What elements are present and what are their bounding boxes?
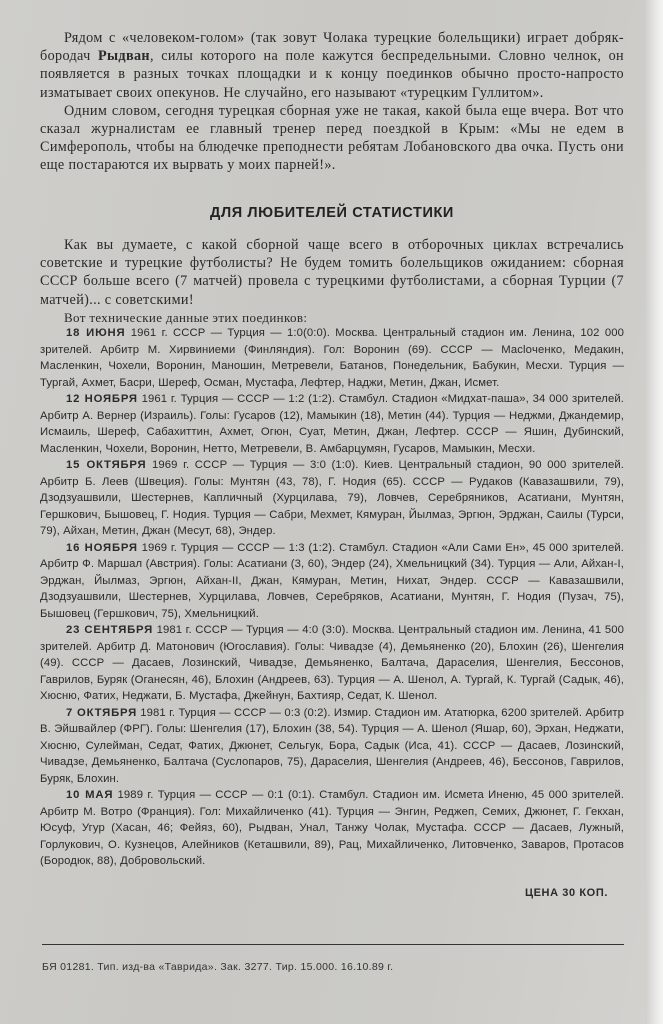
stats-intro: Как вы думаете, с какой сборной чаще всего в отборочных циклах встречались советские и турецкие футболисты? Не будем томить болельщиков ожиданием: сборная СССР больше всего (7 матчей) провела с турецкими футболистами, а сборная Турции (7 матчей)... с советскими! (40, 237, 624, 308)
match-date: 16 НОЯБРЯ (66, 541, 138, 554)
paper-edge (645, 0, 663, 1024)
match-date: 15 ОКТЯБРЯ (66, 459, 147, 471)
bold-name: Рыдван (97, 48, 150, 65)
match-date: 18 ИЮНЯ (66, 327, 126, 339)
price-label: ЦЕНА 30 КОП. (524, 887, 608, 899)
match-entry: 16 НОЯБРЯ 1969 г. Турция — СССР — 1:3 (1:2). Стамбул. Стадион «Али Сами Ен», 45 000 зрителей. Арбитр Ф. Маршал (Австрия). Голы: Асатиани (3, 60), Эндер (24), Хмельницкий (34). Турция — Али, Айхан-I, Эрджан, Йылмаз, Эргюн, Айхан-II, Джан, Кямуран, Метин, Нихат, Эндер. СССР — Кавазашвили, Дзодзуашвили, Шестернев, Хурцилава, Ловчев, Серебряков, Асатиани, Мунтян, Г. Нодия (Пузач, 75), Бышовец (Гершкович, 75), Хмельницкий. (40, 541, 624, 620)
tech-intro: Вот технические данные этих поединков: (64, 310, 308, 325)
match-date: 12 НОЯБРЯ (66, 393, 138, 405)
imprint-line: БЯ 01281. Тип. изд-ва «Таврида». Зак. 3277. Тир. 15.000. 16.10.89 г. (42, 961, 394, 973)
match-entry: 10 МАЯ 1989 г. Турция — СССР — 0:1 (0:1). Стамбул. Стадион им. Исмета Иненю, 45 000 зрителей. Арбитр М. Вотро (Франция). Гол: Михайличенко (41). Турция — Энгин, Реджеп, Семих, Джюнет, Г. Гекхан, Юсуф, Угур (Хасан, 46; Фейяз, 60), Рыдван, Унал, Танжу Чолак, Мустафа. СССР — Дасаев, Лужный, Горлукович, О. Кузнецов, Алейников (Кеташвили, 89), Рац, Михайличенко, Литовченко, Заваров, Протасов (Бородюк, 88), Добровольский. (40, 789, 624, 867)
match-entry: 15 ОКТЯБРЯ 1969 г. СССР — Турция — 3:0 (1:0). Киев. Центральный стадион, 90 000 зрителей. Арбитр Б. Леев (Швеция). Голы: Мунтян (43, 78), Г. Нодия (65). СССР — Рудаков (Кавазашвили, 79), Дзодзуашвили, Шестернев, Капличный (Хурцилава, 79), Ловчев, Серебряников, Асатиани, Мунтян, Гершкович, Бышовец, Г. Нодия. Турция — Сабри, Мехмет, Кямуран, Йылмаз, Эргюн, Эрджан, Саилы (Турси, 79), Айхан, Метин, Джан (Месут, 68), Эндер. (40, 459, 624, 537)
paragraph-1: Рядом с «человеком-голом» (так зовут Чолака турецкие болельщики) играет добряк-бородач Рыдван, силы которого на поле кажутся беспредельными. Словно челнок, он появляется в разных точках площадки и к концу поединков обычно просто-напросто изматывает своих опекунов. Не случайно, его называют «турецким Гуллитом». (40, 30, 624, 101)
match-entry: 23 СЕНТЯБРЯ 1981 г. СССР — Турция — 4:0 (3:0). Москва. Центральный стадион им. Ленина, 41 500 зрителей. Арбитр Д. Матонович (Югославия). Голы: Чивадзе (4), Демьяненко (20), Блохин (26), Шенгелия (49). СССР — Дасаев, Лозинский, Чивадзе, Демьяненко, Балтача, Дараселия, Шенгелия, Бессонов, Гаврилов, Буряк (Оганесян, 46), Блохин (Андреев, 63). Турция — А. Шенол, А. Тургай, К. Тургай (Садык, 46), Хюсню, Фатих, Неджати, Б. Мустафа, Джейнун, Бахтияр, Седат, К. Шенол. (40, 624, 624, 702)
match-list (40, 325, 624, 870)
match-date: 7 ОКТЯБРЯ (66, 706, 137, 719)
intro-text (40, 29, 624, 175)
section-heading: ДЛЯ ЛЮБИТЕЛЕЙ СТАТИСТИКИ (210, 205, 454, 221)
match-date: 23 СЕНТЯБРЯ (66, 624, 154, 636)
paragraph-2: Одним словом, сегодня турецкая сборная уже не такая, какой была еще вчера. Вот что сказал журналистам ее главный тренер перед поездкой в Крым: «Мы не едем в Симферополь, чтобы на блюдечке преподнести ребятам Лобановского два очка. Пусть они еще постараются их вырвать у моих парней!». (40, 102, 624, 174)
match-entry: 12 НОЯБРЯ 1961 г. Турция — СССР — 1:2 (1:2). Стамбул. Стадион «Мидхат-паша», 34 000 зрителей. Арбитр А. Вернер (Израиль). Голы: Гусаров (12), Мамыкин (18), Метин (44). Турция — Неджми, Джандемир, Исмаиль, Шереф, Сабахиттин, Ахмет, Огюн, Суат, Метин, Джан, Лефтер. СССР — Яшин, Дубинский, Масленкин, Чохели, Воронин, Нетто, Метревели, В. Амбарцумян, Гусаров, Мамыкин, Месхи. (40, 393, 624, 455)
match-date: 10 МАЯ (66, 789, 114, 801)
match-entry: 18 ИЮНЯ 1961 г. СССР — Турция — 1:0(0:0). Москва. Центральный стадион им. Ленина, 102 000 зрителей. Арбитр М. Хирвиниеми (Финляндия). Гол: Воронин (69). СССР — Масloченко, Медакин, Масленкин, Чохели, Воронин, Маношин, Метревели, Батанов, Понедельник, Бабукин, Месхи. Турция — Тургай, Ахмет, Басри, Шереф, Осман, Мустафа, Лефтер, Наджи, Метин, Джан, Исмет. (40, 327, 624, 389)
match-entry: 7 ОКТЯБРЯ 1981 г. Турция — СССР — 0:3 (0:2). Измир. Стадион им. Ататюрка, 6200 зрителей. Арбитр В. Эйшвайлер (ФРГ). Голы: Шенгелия (17), Блохин (38, 54). Турция — А. Шенол (Яшар, 60), Эрхан, Неджати, Хюсню, Сулейман, Седат, Фатих, Джюнет, Сельгук, Бора, Садык (Иса, 41). СССР — Дасаев, Лозинский, Чивадзе, Демьяненко, Балтача (Суслопаров, 75), Дараселия, Шенгелия (Андреев, 46), Бессонов, Гаврилов, Буряк, Блохин. (40, 706, 625, 785)
divider (42, 944, 624, 945)
